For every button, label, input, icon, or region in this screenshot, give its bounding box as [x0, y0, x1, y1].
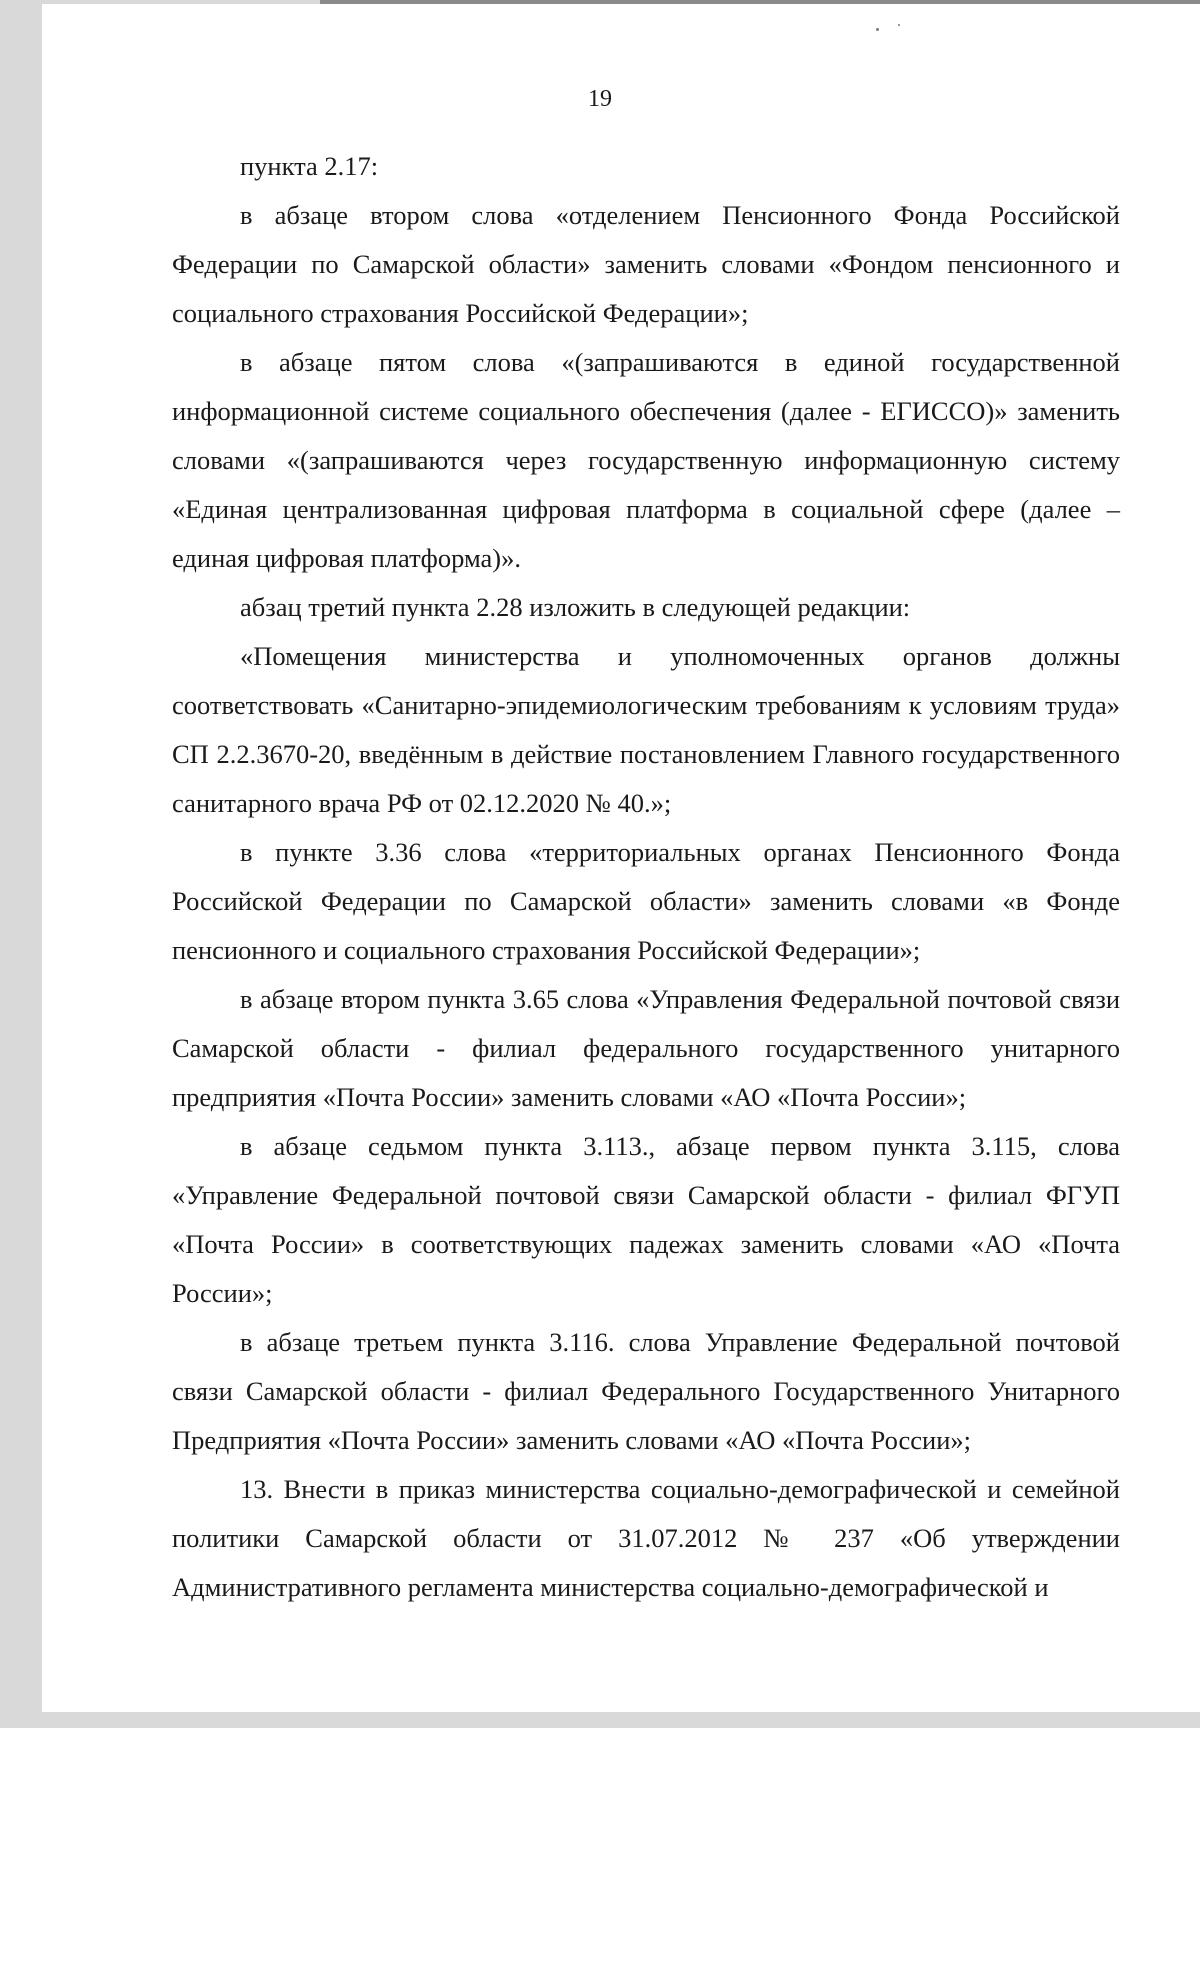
scan-speck	[898, 24, 900, 26]
paragraph: 13. Внести в приказ министерства социально-демографической и семейной политики Самарской области от 31.07.2012 № 237 «Об утверждении Административного регламента министерства социально-демографической и	[172, 1474, 1120, 1602]
page-number: 19	[588, 86, 612, 112]
paragraph: «Помещения министерства и уполномоченных органов должны соответствовать «Санитарно-эпидемиологическим требованиям к условиям труда» СП 2.2.3670-20, введённым в действие постановлением Главного государственного санитарного врача РФ от 02.12.2020 № 40.»;	[172, 641, 1120, 818]
paragraph: в пункте 3.36 слова «территориальных органах Пенсионного Фонда Российской Федерации по Самарской области» заменить словами «в Фонде пенсионного и социального страхования Российской Федерации»;	[172, 837, 1120, 965]
document-body	[172, 142, 1120, 1612]
paragraph: абзац третий пункта 2.28 изложить в следующей редакции:	[240, 592, 911, 622]
paragraph: в абзаце втором слова «отделением Пенсионного Фонда Российской Федерации по Самарской области» заменить словами «Фондом пенсионного и социального страхования Российской Федерации»;	[172, 200, 1120, 328]
paragraph: в абзаце третьем пункта 3.116. слова Управление Федеральной почтовой связи Самарской области - филиал Федерального Государственного Унитарного Предприятия «Почта России» заменить словами «АО «Почта России»;	[172, 1327, 1120, 1455]
paragraph: в абзаце втором пункта 3.65 слова «Управления Федеральной почтовой связи Самарской области - филиал федерального государственного унитарного предприятия «Почта России» заменить словами «АО «Почта России»;	[172, 984, 1120, 1112]
paragraph: в абзаце пятом слова «(запрашиваются в единой государственной информационной системе социального обеспечения (далее - ЕГИССО)» заменить словами «(запрашиваются через государственную информационную систему «Единая централизованная цифровая платформа в социальной сфере (далее – единая цифровая платформа)».	[172, 347, 1120, 573]
paragraph: пункта 2.17:	[240, 151, 379, 181]
scan-speck	[876, 28, 879, 31]
paragraph: в абзаце седьмом пункта 3.113., абзаце первом пункта 3.115, слова «Управление Федеральной почтовой связи Самарской области - филиал ФГУП «Почта России» в соответствующих падежах заменить словами «АО «Почта России»;	[172, 1131, 1120, 1308]
